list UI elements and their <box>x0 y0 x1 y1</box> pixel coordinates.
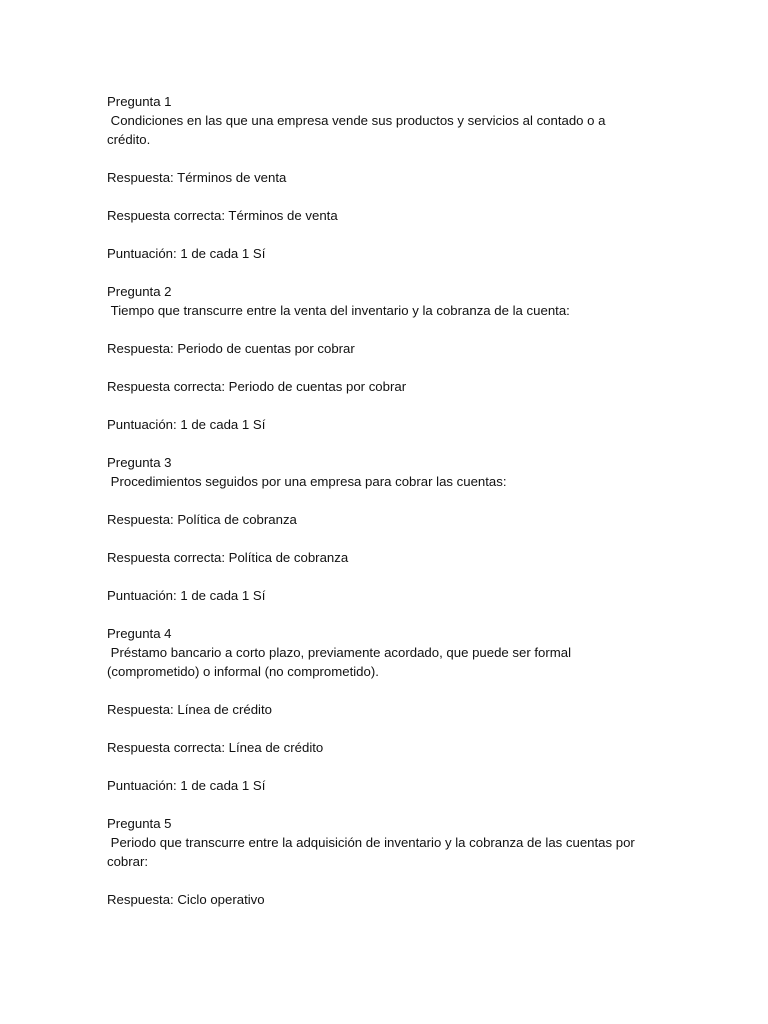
document-content <box>107 92 707 909</box>
score-text: Puntuación: 1 de cada 1 Sí <box>107 588 266 603</box>
score-text: Puntuación: 1 de cada 1 Sí <box>107 246 266 261</box>
score-text: Puntuación: 1 de cada 1 Sí <box>107 417 266 432</box>
correct-answer-text: Respuesta correcta: Política de cobranza <box>107 550 349 565</box>
question-4 <box>107 624 707 795</box>
correct-answer-text: Respuesta correcta: Términos de venta <box>107 208 338 223</box>
question-text: Periodo que transcurre entre la adquisición de inventario y la cobranza de las cuentas por cobrar: <box>107 835 635 869</box>
answer-text: Respuesta: Política de cobranza <box>107 512 297 527</box>
question-text: Tiempo que transcurre entre la venta del inventario y la cobranza de la cuenta: <box>107 303 570 318</box>
question-3 <box>107 453 707 605</box>
answer-text: Respuesta: Términos de venta <box>107 170 287 185</box>
answer-text: Respuesta: Línea de crédito <box>107 702 272 717</box>
question-text: Préstamo bancario a corto plazo, previamente acordado, que puede ser formal (comprometido) o informal (no comprometido). <box>107 645 572 679</box>
question-title: Pregunta 4 <box>107 626 172 641</box>
question-1 <box>107 92 707 263</box>
question-title: Pregunta 3 <box>107 455 172 470</box>
question-title: Pregunta 5 <box>107 816 172 831</box>
answer-text: Respuesta: Ciclo operativo <box>107 892 265 907</box>
correct-answer-text: Respuesta correcta: Línea de crédito <box>107 740 324 755</box>
question-title: Pregunta 1 <box>107 94 172 109</box>
question-text: Procedimientos seguidos por una empresa para cobrar las cuentas: <box>107 474 507 489</box>
question-title: Pregunta 2 <box>107 284 172 299</box>
question-2 <box>107 282 707 434</box>
question-text: Condiciones en las que una empresa vende sus productos y servicios al contado o a crédito. <box>107 113 606 147</box>
answer-text: Respuesta: Periodo de cuentas por cobrar <box>107 341 355 356</box>
correct-answer-text: Respuesta correcta: Periodo de cuentas por cobrar <box>107 379 407 394</box>
score-text: Puntuación: 1 de cada 1 Sí <box>107 778 266 793</box>
question-5 <box>107 814 707 909</box>
